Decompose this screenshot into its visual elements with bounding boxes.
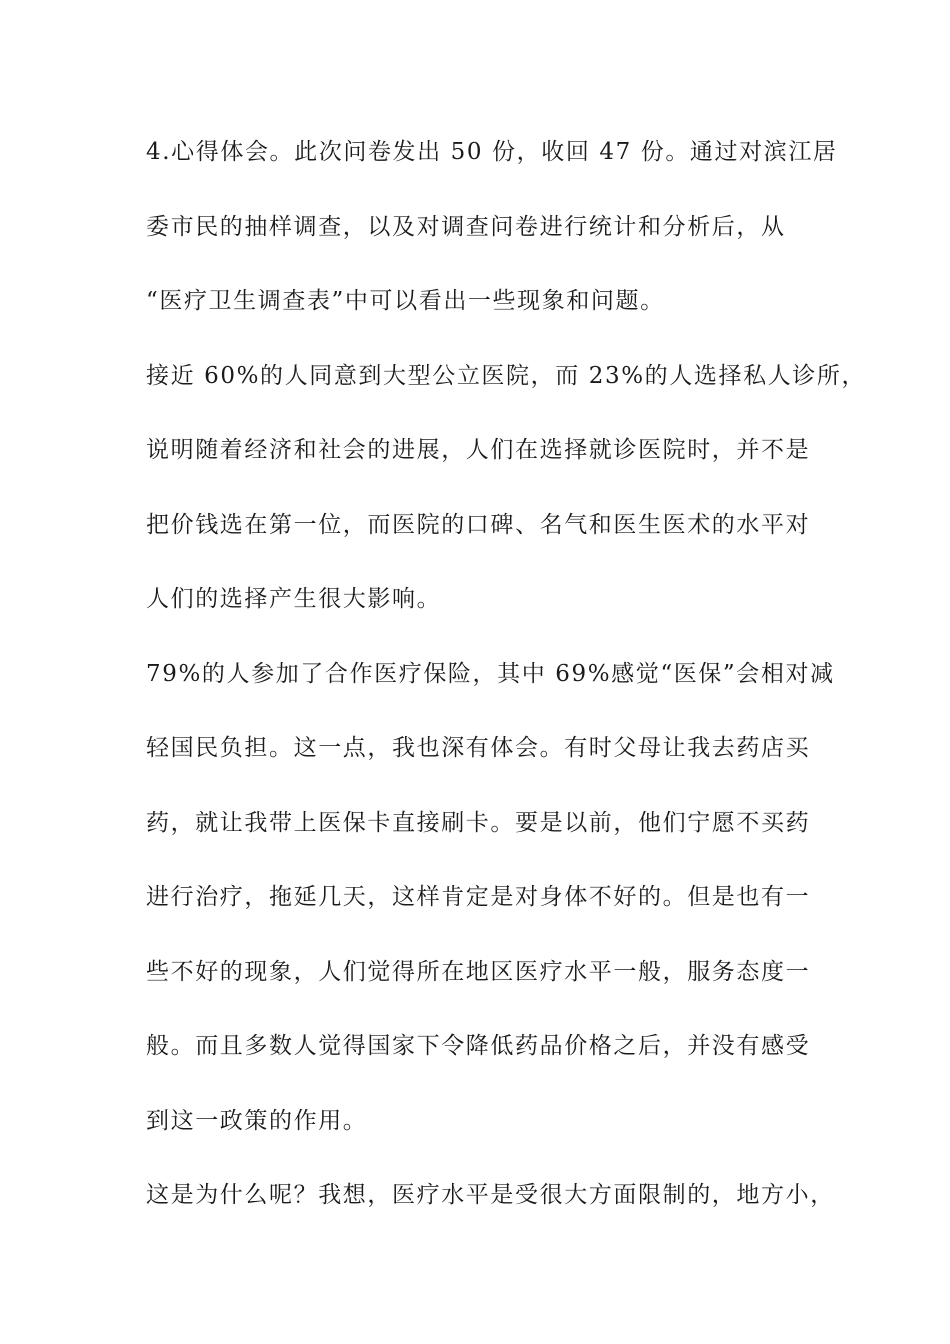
- text-line: 把价钱选在第一位，而医院的口碑、名气和医生医术的水平对: [146, 511, 811, 538]
- text-line: 般。而且多数人觉得国家下令降低药品价格之后，并没有感受: [146, 1033, 811, 1059]
- text-line: 委市民的抽样调查，以及对调查问卷进行统计和分析后，从: [146, 213, 786, 240]
- text-line: 79%的人参加了合作医疗保险，其中 69%感觉“医保”会相对减: [146, 660, 835, 687]
- text-line: 些不好的现象，人们觉得所在地区医疗水平一般，服务态度一: [146, 958, 811, 985]
- text-line: 说明随着经济和社会的进展，人们在选择就诊医院时，并不是: [146, 437, 811, 463]
- text-line: 进行治疗，拖延几天，这样肯定是对身体不好的。但是也有一: [146, 884, 811, 910]
- paragraph-insights: [146, 132, 838, 356]
- document-body: [146, 132, 867, 1250]
- text-line: 这是为什么呢？我想，医疗水平是受很大方面限制的，地方小，: [146, 1182, 835, 1208]
- text-line: 接近 60%的人同意到大型公立医院，而 23%的人选择私人诊所，: [146, 362, 867, 389]
- text-line: 药，就让我带上医保卡直接刷卡。要是以前，他们宁愿不买药: [146, 809, 811, 836]
- text-line: 人们的选择产生很大影响。: [146, 586, 442, 612]
- paragraph-hospital-choice: [146, 356, 867, 654]
- text-line: 到这一政策的作用。: [146, 1107, 368, 1134]
- text-line: 4.心得体会。此次问卷发出 50 份，收回 47 份。通过对滨江居: [146, 139, 838, 165]
- text-line: “医疗卫生调查表”中可以看出一些现象和问题。: [146, 288, 665, 314]
- text-line: 轻国民负担。这一点，我也深有体会。有时父母让我去药店买: [146, 735, 811, 761]
- paragraph-reflection: [146, 1175, 835, 1250]
- paragraph-medical-insurance: [146, 654, 835, 1176]
